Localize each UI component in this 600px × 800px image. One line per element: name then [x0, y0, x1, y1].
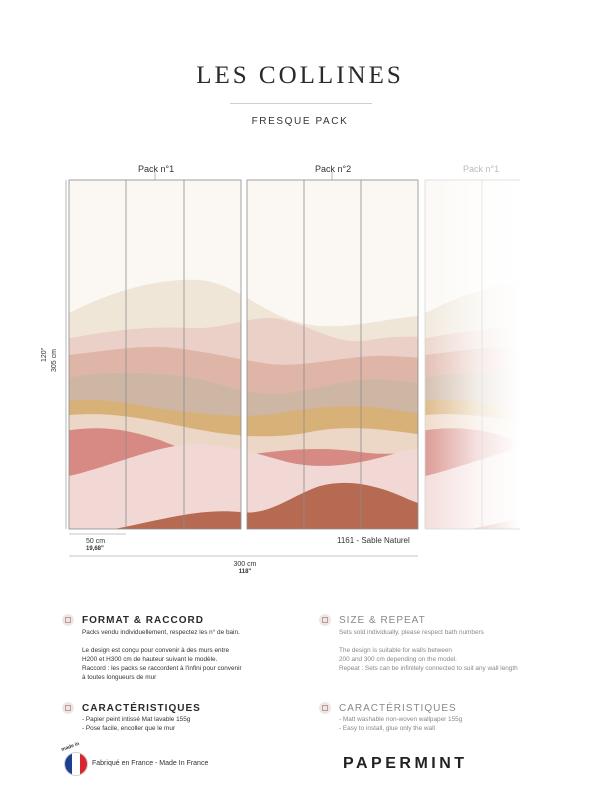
size-body: Sets sold individually, please respect bath numbers The design is suitable for walls between 200 and 300 cm depending on the model. Repeat : Sets can be infinitely connected to suit any wall length: [339, 629, 518, 672]
features-en-title: CARACTÉRISTIQUES: [339, 703, 457, 714]
french-flag-icon: [64, 752, 88, 776]
page-subtitle: FRESQUE PACK: [251, 116, 349, 127]
made-in-badge-text: made in: [60, 740, 81, 754]
strip-width-label: 50 cm 19,68": [86, 538, 106, 552]
book-icon: [62, 702, 74, 714]
format-body: Packs vendu individuellement, respectez les n° de bain. Le design est conçu pour convenir à des murs entre H200 et H300 cm de hauteur suivant le modèle. Raccord : les packs se raccordent à l'infini pour convenir à toutes longueurs de mur: [82, 629, 242, 681]
height-cm-label: 305 cm: [51, 349, 58, 372]
features-fr-title: CARACTÉRISTIQUES: [82, 703, 201, 714]
pack-label-3: Pack n°1: [463, 164, 500, 174]
pack-label-1: Pack n°1: [138, 164, 175, 174]
total-width-label: 300 cm 118": [233, 561, 257, 575]
made-in-france-label: Fabriqué en France - Made In France: [92, 760, 209, 767]
features-fr-body: - Papier peint intissé Mat lavable 155g - Pose facile, encoller que le mur: [82, 716, 191, 732]
book-icon: [319, 702, 331, 714]
wallpaper-roll-icon: [62, 614, 74, 626]
format-title: FORMAT & RACCORD: [82, 615, 204, 626]
height-in-label: 120": [41, 347, 48, 362]
page-title: LES COLLINES: [196, 62, 404, 89]
pack-label-2: Pack n°2: [315, 164, 352, 174]
size-title: SIZE & REPEAT: [339, 615, 426, 626]
reference-label: 1161 - Sable Naturel: [337, 536, 410, 545]
papermint-logo: PAPERMINT: [343, 755, 468, 772]
features-en-body: - Matt washable non-woven wallpaper 155g - Easy to install, glue only the wall: [339, 716, 463, 732]
wallpaper-roll-icon: [319, 614, 331, 626]
